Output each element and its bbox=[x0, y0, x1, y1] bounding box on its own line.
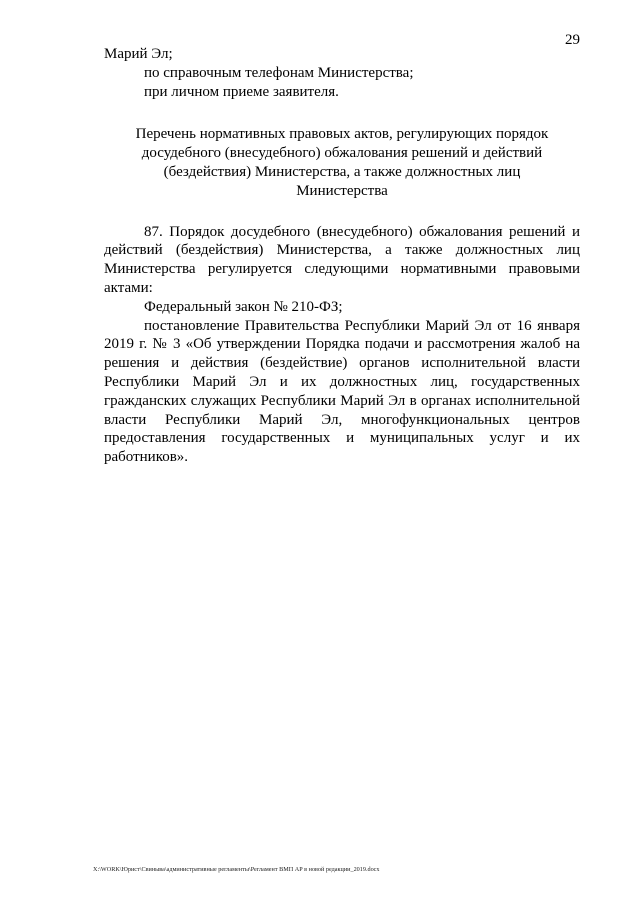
paragraph-federal-law: Федеральный закон № 210-ФЗ; bbox=[144, 298, 343, 315]
paragraph-government-decree: постановление Правительства Республики Марий Эл от 16 января 2019 г. № 3 «Об утверждении Порядка подачи и рассмотрения жалоб на решения и действия (бездействие) органов исполнительной власти Республики Марий Эл и их должностных лиц, государственных гражданских служащих Республики Марий Эл в органах исполнительной власти Республики Марий Эл, многофункциональных центров предоставления государственных и муниципальных услуг и их работников». bbox=[104, 317, 580, 466]
paragraph-87: 87. Порядок досудебного (внесудебного) обжалования решений и действий (бездействия) Министерства, а также должностных лиц Министерства регулируется следующими нормативными правовыми актами: bbox=[104, 223, 580, 296]
heading-line: досудебного (внесудебного) обжалования решений и действий bbox=[141, 145, 543, 162]
text-line-continuation: Марий Эл; bbox=[104, 46, 173, 62]
footer-file-path: X:\WORK\Юрист\Свиныва\административные регламенты\Регламент ВМП АР в новой редакции_2019.docx bbox=[93, 866, 380, 873]
section-heading bbox=[104, 125, 580, 200]
heading-line: (бездействия) Министерства, а также должностных лиц bbox=[163, 163, 521, 180]
page-number: 29 bbox=[565, 32, 580, 48]
heading-line: Перечень нормативных правовых актов, регулирующих порядок bbox=[135, 126, 549, 143]
text-line-reception: при личном приеме заявителя. bbox=[144, 83, 339, 100]
page-content bbox=[104, 45, 580, 467]
text-line-phones: по справочным телефонам Министерства; bbox=[144, 64, 414, 81]
heading-line: Министерства bbox=[296, 182, 388, 199]
